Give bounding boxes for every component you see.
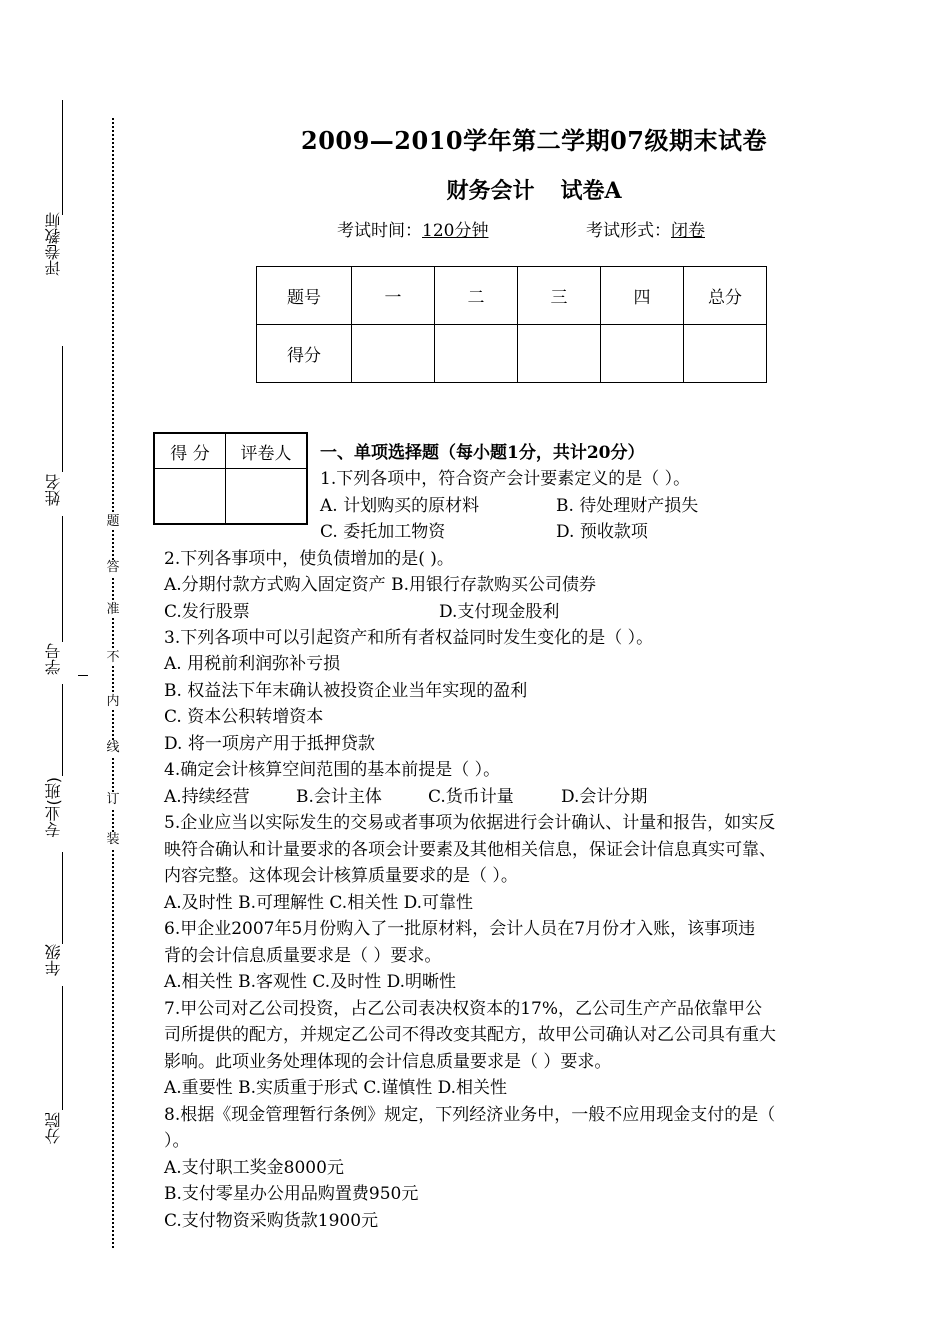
margin-line — [62, 986, 63, 1110]
option: A.支付职工奖金8000元 — [164, 1158, 344, 1178]
margin-line — [62, 516, 63, 642]
margin-label-grade: 年级 — [44, 944, 63, 976]
option: C.支付物资采购货款1900元 — [164, 1211, 379, 1231]
question-stem: 背的会计信息质量要求是（ ）要求。 — [164, 946, 442, 966]
score-cell[interactable] — [435, 325, 518, 383]
binding-char: 装 — [104, 832, 122, 848]
score-table-header-row — [257, 267, 767, 325]
binding-char: 题 — [104, 514, 122, 530]
option: B.支付零星办公用品购置费950元 — [164, 1184, 419, 1204]
subject-name: 财务会计 — [446, 178, 535, 204]
option: A.重要性 B.实质重于形式 C.谨慎性 D.相关性 — [164, 1078, 508, 1098]
score-table-header: 二 — [435, 267, 518, 325]
grader-score-label: 得 分 — [154, 433, 226, 469]
question-stem: 4.确定会计核算空间范围的基本前提是（ ）。 — [164, 760, 501, 780]
grader-name-cell[interactable] — [226, 469, 308, 525]
margin-label-student-id: 学号 — [44, 643, 63, 675]
option: A. 用税前利润弥补亏损 — [164, 654, 341, 674]
option: A. 计划购买的原材料 — [320, 496, 480, 516]
binding-char: 线 — [104, 740, 122, 756]
margin-label-grader: 评卷教师 — [44, 212, 63, 276]
option: B. 待处理财产损失 — [556, 496, 699, 516]
score-table-header: 三 — [518, 267, 601, 325]
section-title: 一、单项选择题（每小题1分，共计20分） — [320, 443, 645, 463]
exam-subtitle — [0, 174, 950, 205]
exam-form-label: 考试形式： — [586, 221, 671, 241]
option: B.会计主体 — [296, 787, 382, 807]
score-cell[interactable] — [518, 325, 601, 383]
exam-form — [586, 216, 705, 241]
binding-char: 内 — [104, 694, 122, 710]
score-table-header: 总分 — [684, 267, 767, 325]
binding-char: 准 — [104, 602, 122, 618]
option: A.相关性 B.客观性 C.及时性 D.明晰性 — [164, 972, 457, 992]
grader-name-label: 评卷人 — [226, 433, 308, 469]
margin-line — [62, 852, 63, 944]
question-stem: 影响。此项业务处理体现的会计信息质量要求是（ ）要求。 — [164, 1052, 612, 1072]
exam-time — [337, 216, 488, 241]
score-table-header: 题号 — [257, 267, 352, 325]
question-stem: 内容完整。这体现会计核算质量要求的是（ ）。 — [164, 866, 518, 886]
exam-title: 2009—2010学年第二学期07级期末试卷 — [301, 126, 767, 155]
question-stem: 6.甲企业2007年5月份购入了一批原材料，会计人员在7月份才入账，该事项违 — [164, 919, 756, 939]
margin-tick — [78, 675, 88, 676]
binding-char: 答 — [104, 560, 122, 576]
score-table-header: 四 — [601, 267, 684, 325]
score-table-score-row — [257, 325, 767, 383]
paper-version: 试卷A — [560, 178, 622, 204]
option: D. 预收款项 — [556, 522, 648, 542]
option: C. 委托加工物资 — [320, 522, 446, 542]
exam-time-value: 120分钟 — [422, 221, 489, 241]
margin-label-name: 姓名 — [44, 474, 63, 506]
question-stem: 7.甲公司对乙公司投资，占乙公司表决权资本的17%，乙公司生产产品依靠甲公 — [164, 999, 763, 1019]
option: A.持续经营 — [164, 787, 250, 807]
score-cell[interactable] — [352, 325, 435, 383]
score-cell[interactable] — [684, 325, 767, 383]
option: C.货币计量 — [428, 787, 514, 807]
option: C.发行股票 — [164, 602, 250, 622]
binding-dotted-line — [112, 118, 114, 1248]
grader-score-cell[interactable] — [154, 469, 226, 525]
score-row-label: 得分 — [257, 325, 352, 383]
score-cell[interactable] — [601, 325, 684, 383]
question-stem: 司所提供的配方，并规定乙公司不得改变其配方，故甲公司确认对乙公司具有重大 — [164, 1025, 776, 1045]
margin-label-college: 分院 — [44, 1112, 63, 1144]
question-stem: 映符合确认和计量要求的各项会计要素及其他相关信息，保证会计信息真实可靠、 — [164, 840, 776, 860]
question-stem: 1.下列各项中，符合资产会计要素定义的是（ ）。 — [320, 469, 691, 489]
score-table-header: 一 — [352, 267, 435, 325]
binding-char: 订 — [104, 792, 122, 808]
option: B. 权益法下年末确认被投资企业当年实现的盈利 — [164, 681, 528, 701]
margin-line — [62, 346, 63, 472]
option: D.支付现金股利 — [439, 602, 560, 622]
grader-box — [153, 432, 308, 525]
question-stem: 8.根据《现金管理暂行条例》规定，下列经济业务中，一般不应用现金支付的是（ — [164, 1105, 776, 1125]
exam-time-label: 考试时间： — [337, 221, 422, 241]
exam-form-value: 闭卷 — [671, 221, 705, 241]
margin-line — [62, 684, 63, 776]
question-stem: 5.企业应当以实际发生的交易或者事项为依据进行会计确认、计量和报告，如实反 — [164, 813, 776, 833]
question-stem: 3.下列各项中可以引起资产和所有者权益同时发生变化的是（ ）。 — [164, 628, 654, 648]
binding-char: 不 — [104, 650, 122, 666]
score-table — [256, 266, 767, 383]
option: A.分期付款方式购入固定资产 B.用银行存款购买公司债券 — [164, 575, 596, 595]
option: D. 将一项房产用于抵押贷款 — [164, 734, 375, 754]
option: D.会计分期 — [561, 787, 648, 807]
margin-label-major: 专业(班) — [44, 777, 63, 838]
option: C. 资本公积转增资本 — [164, 707, 324, 727]
option: A.及时性 B.可理解性 C.相关性 D.可靠性 — [164, 893, 474, 913]
question-stem: 2.下列各事项中，使负债增加的是( )。 — [164, 549, 454, 569]
question-stem: ）。 — [164, 1131, 190, 1151]
